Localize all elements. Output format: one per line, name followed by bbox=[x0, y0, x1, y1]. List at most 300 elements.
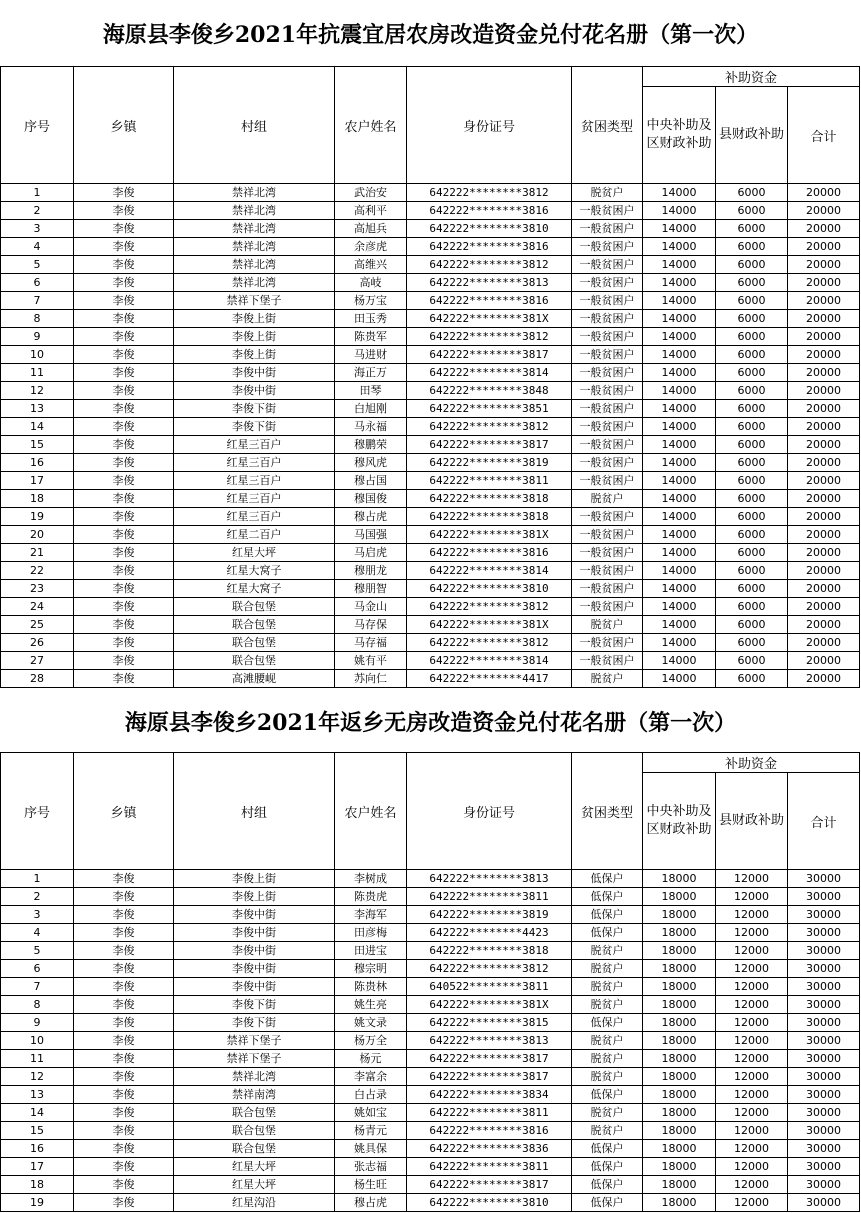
table-row bbox=[1, 580, 860, 598]
cell-county: 6000 bbox=[716, 418, 788, 436]
table-row bbox=[1, 906, 860, 924]
cell-name: 陈贵林 bbox=[335, 978, 407, 996]
cell-id: 642222********3812 bbox=[407, 598, 572, 616]
cell-name: 穆占虎 bbox=[335, 1194, 407, 1212]
cell-town: 李俊 bbox=[74, 472, 174, 490]
cell-id: 642222********3818 bbox=[407, 490, 572, 508]
cell-county: 12000 bbox=[716, 978, 788, 996]
cell-central: 18000 bbox=[643, 906, 716, 924]
table-row bbox=[1, 184, 860, 202]
cell-id: 642222********3812 bbox=[407, 328, 572, 346]
cell-type: 一般贫困户 bbox=[572, 256, 643, 274]
cell-village: 李俊上街 bbox=[174, 346, 335, 364]
cell-central: 18000 bbox=[643, 1122, 716, 1140]
table-row bbox=[1, 1140, 860, 1158]
cell-seq: 3 bbox=[1, 906, 74, 924]
cell-seq: 3 bbox=[1, 220, 74, 238]
cell-village: 联合包堡 bbox=[174, 598, 335, 616]
cell-town: 李俊 bbox=[74, 870, 174, 888]
cell-seq: 11 bbox=[1, 1050, 74, 1068]
cell-town: 李俊 bbox=[74, 184, 174, 202]
cell-name: 陈贵虎 bbox=[335, 888, 407, 906]
cell-type: 脱贫户 bbox=[572, 978, 643, 996]
cell-total: 20000 bbox=[788, 184, 860, 202]
cell-county: 12000 bbox=[716, 1140, 788, 1158]
cell-total: 30000 bbox=[788, 1068, 860, 1086]
cell-type: 低保户 bbox=[572, 870, 643, 888]
cell-type: 一般贫困户 bbox=[572, 310, 643, 328]
table-row bbox=[1, 1104, 860, 1122]
cell-central: 14000 bbox=[643, 634, 716, 652]
cell-name: 陈贵军 bbox=[335, 328, 407, 346]
header-seq: 序号 bbox=[1, 753, 74, 870]
table-row bbox=[1, 1032, 860, 1050]
cell-id: 642222********3834 bbox=[407, 1086, 572, 1104]
cell-seq: 19 bbox=[1, 508, 74, 526]
cell-seq: 15 bbox=[1, 1122, 74, 1140]
cell-total: 20000 bbox=[788, 652, 860, 670]
cell-county: 6000 bbox=[716, 184, 788, 202]
cell-central: 18000 bbox=[643, 870, 716, 888]
table-row bbox=[1, 670, 860, 688]
cell-name: 苏向仁 bbox=[335, 670, 407, 688]
cell-town: 李俊 bbox=[74, 364, 174, 382]
cell-central: 18000 bbox=[643, 978, 716, 996]
cell-name: 穆占国 bbox=[335, 472, 407, 490]
cell-total: 20000 bbox=[788, 526, 860, 544]
header-central: 中央补助及区财政补助 bbox=[643, 87, 716, 184]
cell-type: 一般贫困户 bbox=[572, 544, 643, 562]
cell-village: 联合包堡 bbox=[174, 1140, 335, 1158]
cell-total: 20000 bbox=[788, 364, 860, 382]
cell-name: 杨生旺 bbox=[335, 1176, 407, 1194]
cell-name: 海正万 bbox=[335, 364, 407, 382]
cell-seq: 11 bbox=[1, 364, 74, 382]
cell-village: 李俊中街 bbox=[174, 364, 335, 382]
header-name: 农户姓名 bbox=[335, 67, 407, 184]
cell-type: 一般贫困户 bbox=[572, 292, 643, 310]
cell-id: 642222********3811 bbox=[407, 888, 572, 906]
cell-seq: 13 bbox=[1, 1086, 74, 1104]
header-subsidy: 补助资金 bbox=[643, 67, 860, 87]
table-row bbox=[1, 562, 860, 580]
cell-id: 642222********3814 bbox=[407, 652, 572, 670]
cell-total: 30000 bbox=[788, 888, 860, 906]
cell-total: 30000 bbox=[788, 1086, 860, 1104]
header-total: 合计 bbox=[788, 773, 860, 870]
cell-county: 6000 bbox=[716, 202, 788, 220]
cell-county: 6000 bbox=[716, 472, 788, 490]
cell-county: 6000 bbox=[716, 238, 788, 256]
cell-village: 禁祥北湾 bbox=[174, 274, 335, 292]
cell-name: 高维兴 bbox=[335, 256, 407, 274]
cell-seq: 17 bbox=[1, 472, 74, 490]
cell-county: 12000 bbox=[716, 924, 788, 942]
cell-seq: 15 bbox=[1, 436, 74, 454]
cell-county: 6000 bbox=[716, 382, 788, 400]
cell-town: 李俊 bbox=[74, 1140, 174, 1158]
section-returnee-housing bbox=[0, 686, 861, 1213]
cell-seq: 25 bbox=[1, 616, 74, 634]
cell-county: 6000 bbox=[716, 508, 788, 526]
cell-central: 18000 bbox=[643, 996, 716, 1014]
cell-central: 18000 bbox=[643, 1158, 716, 1176]
cell-total: 30000 bbox=[788, 942, 860, 960]
cell-type: 一般贫困户 bbox=[572, 580, 643, 598]
cell-village: 李俊中街 bbox=[174, 960, 335, 978]
cell-type: 一般贫困户 bbox=[572, 346, 643, 364]
cell-type: 低保户 bbox=[572, 906, 643, 924]
cell-seq: 12 bbox=[1, 382, 74, 400]
table-row bbox=[1, 888, 860, 906]
cell-county: 12000 bbox=[716, 1050, 788, 1068]
cell-town: 李俊 bbox=[74, 924, 174, 942]
cell-seq: 5 bbox=[1, 942, 74, 960]
cell-name: 穆宗明 bbox=[335, 960, 407, 978]
cell-type: 一般贫困户 bbox=[572, 202, 643, 220]
cell-town: 李俊 bbox=[74, 562, 174, 580]
cell-town: 李俊 bbox=[74, 1014, 174, 1032]
cell-total: 20000 bbox=[788, 616, 860, 634]
cell-type: 脱贫户 bbox=[572, 960, 643, 978]
cell-name: 穆国俊 bbox=[335, 490, 407, 508]
cell-seq: 17 bbox=[1, 1158, 74, 1176]
cell-village: 联合包堡 bbox=[174, 616, 335, 634]
cell-village: 红星三百户 bbox=[174, 508, 335, 526]
cell-type: 低保户 bbox=[572, 888, 643, 906]
cell-id: 642222********3819 bbox=[407, 454, 572, 472]
cell-id: 642222********3817 bbox=[407, 1068, 572, 1086]
cell-town: 李俊 bbox=[74, 526, 174, 544]
cell-central: 14000 bbox=[643, 526, 716, 544]
page-title-2: 海原县李俊乡2021年返乡无房改造资金兑付花名册（第一次） bbox=[124, 710, 737, 736]
header-town: 乡镇 bbox=[74, 753, 174, 870]
table-row bbox=[1, 328, 860, 346]
cell-county: 6000 bbox=[716, 598, 788, 616]
table-row bbox=[1, 382, 860, 400]
table-row bbox=[1, 454, 860, 472]
cell-id: 640522********3811 bbox=[407, 978, 572, 996]
cell-type: 一般贫困户 bbox=[572, 418, 643, 436]
header-town: 乡镇 bbox=[74, 67, 174, 184]
cell-village: 禁祥北湾 bbox=[174, 238, 335, 256]
cell-village: 红星大坪 bbox=[174, 1158, 335, 1176]
cell-seq: 9 bbox=[1, 1014, 74, 1032]
cell-county: 6000 bbox=[716, 562, 788, 580]
cell-town: 李俊 bbox=[74, 1122, 174, 1140]
cell-seq: 16 bbox=[1, 1140, 74, 1158]
cell-county: 12000 bbox=[716, 1194, 788, 1212]
cell-village: 红星二百户 bbox=[174, 526, 335, 544]
cell-county: 6000 bbox=[716, 454, 788, 472]
cell-central: 14000 bbox=[643, 508, 716, 526]
cell-central: 18000 bbox=[643, 888, 716, 906]
cell-town: 李俊 bbox=[74, 544, 174, 562]
cell-type: 脱贫户 bbox=[572, 1032, 643, 1050]
cell-name: 武治安 bbox=[335, 184, 407, 202]
cell-id: 642222********3813 bbox=[407, 274, 572, 292]
cell-town: 李俊 bbox=[74, 580, 174, 598]
cell-total: 20000 bbox=[788, 472, 860, 490]
roster-table-2 bbox=[0, 752, 860, 1212]
cell-id: 642222********3816 bbox=[407, 238, 572, 256]
cell-type: 低保户 bbox=[572, 1194, 643, 1212]
cell-name: 白占录 bbox=[335, 1086, 407, 1104]
roster-table-1 bbox=[0, 66, 860, 688]
header-central: 中央补助及区财政补助 bbox=[643, 773, 716, 870]
cell-name: 姚文录 bbox=[335, 1014, 407, 1032]
cell-town: 李俊 bbox=[74, 960, 174, 978]
cell-village: 红星三百户 bbox=[174, 454, 335, 472]
cell-total: 30000 bbox=[788, 1140, 860, 1158]
cell-seq: 21 bbox=[1, 544, 74, 562]
cell-name: 张志福 bbox=[335, 1158, 407, 1176]
cell-town: 李俊 bbox=[74, 1194, 174, 1212]
cell-type: 脱贫户 bbox=[572, 1122, 643, 1140]
cell-county: 12000 bbox=[716, 1122, 788, 1140]
cell-county: 6000 bbox=[716, 490, 788, 508]
cell-town: 李俊 bbox=[74, 942, 174, 960]
cell-central: 14000 bbox=[643, 490, 716, 508]
cell-town: 李俊 bbox=[74, 1086, 174, 1104]
cell-total: 30000 bbox=[788, 960, 860, 978]
cell-type: 脱贫户 bbox=[572, 1104, 643, 1122]
table-row bbox=[1, 1014, 860, 1032]
cell-county: 12000 bbox=[716, 1104, 788, 1122]
cell-central: 14000 bbox=[643, 364, 716, 382]
header-total: 合计 bbox=[788, 87, 860, 184]
cell-type: 一般贫困户 bbox=[572, 634, 643, 652]
cell-type: 一般贫困户 bbox=[572, 436, 643, 454]
cell-central: 14000 bbox=[643, 328, 716, 346]
cell-total: 30000 bbox=[788, 996, 860, 1014]
table-row bbox=[1, 616, 860, 634]
cell-central: 14000 bbox=[643, 472, 716, 490]
cell-village: 红星三百户 bbox=[174, 490, 335, 508]
cell-total: 20000 bbox=[788, 544, 860, 562]
cell-id: 642222********381X bbox=[407, 616, 572, 634]
cell-id: 642222********3813 bbox=[407, 870, 572, 888]
table-row bbox=[1, 400, 860, 418]
cell-county: 6000 bbox=[716, 544, 788, 562]
cell-type: 脱贫户 bbox=[572, 490, 643, 508]
cell-id: 642222********3816 bbox=[407, 544, 572, 562]
cell-id: 642222********3812 bbox=[407, 184, 572, 202]
cell-town: 李俊 bbox=[74, 616, 174, 634]
cell-central: 14000 bbox=[643, 454, 716, 472]
cell-name: 田玉秀 bbox=[335, 310, 407, 328]
cell-type: 脱贫户 bbox=[572, 670, 643, 688]
cell-seq: 18 bbox=[1, 490, 74, 508]
cell-town: 李俊 bbox=[74, 1158, 174, 1176]
cell-village: 李俊上街 bbox=[174, 870, 335, 888]
cell-central: 14000 bbox=[643, 238, 716, 256]
cell-total: 20000 bbox=[788, 436, 860, 454]
cell-county: 6000 bbox=[716, 328, 788, 346]
cell-central: 18000 bbox=[643, 1104, 716, 1122]
cell-county: 6000 bbox=[716, 220, 788, 238]
cell-type: 一般贫困户 bbox=[572, 364, 643, 382]
cell-seq: 8 bbox=[1, 310, 74, 328]
cell-village: 红星三百户 bbox=[174, 472, 335, 490]
cell-central: 14000 bbox=[643, 382, 716, 400]
cell-county: 6000 bbox=[716, 310, 788, 328]
cell-total: 20000 bbox=[788, 454, 860, 472]
cell-type: 一般贫困户 bbox=[572, 598, 643, 616]
cell-seq: 24 bbox=[1, 598, 74, 616]
cell-county: 12000 bbox=[716, 1086, 788, 1104]
cell-type: 脱贫户 bbox=[572, 184, 643, 202]
cell-county: 6000 bbox=[716, 292, 788, 310]
cell-village: 联合包堡 bbox=[174, 1104, 335, 1122]
cell-total: 20000 bbox=[788, 202, 860, 220]
cell-seq: 7 bbox=[1, 978, 74, 996]
cell-town: 李俊 bbox=[74, 888, 174, 906]
cell-village: 红星大窝子 bbox=[174, 562, 335, 580]
cell-type: 一般贫困户 bbox=[572, 400, 643, 418]
cell-seq: 14 bbox=[1, 1104, 74, 1122]
cell-type: 一般贫困户 bbox=[572, 454, 643, 472]
cell-seq: 22 bbox=[1, 562, 74, 580]
cell-name: 穆朋智 bbox=[335, 580, 407, 598]
cell-seq: 2 bbox=[1, 888, 74, 906]
cell-village: 李俊下街 bbox=[174, 418, 335, 436]
cell-county: 6000 bbox=[716, 274, 788, 292]
cell-seq: 4 bbox=[1, 238, 74, 256]
cell-name: 杨万宝 bbox=[335, 292, 407, 310]
table-row bbox=[1, 418, 860, 436]
cell-id: 642222********381X bbox=[407, 526, 572, 544]
table-row bbox=[1, 202, 860, 220]
cell-total: 30000 bbox=[788, 924, 860, 942]
table-row bbox=[1, 544, 860, 562]
cell-county: 6000 bbox=[716, 652, 788, 670]
table-row bbox=[1, 870, 860, 888]
cell-name: 马存保 bbox=[335, 616, 407, 634]
cell-town: 李俊 bbox=[74, 598, 174, 616]
cell-seq: 5 bbox=[1, 256, 74, 274]
cell-town: 李俊 bbox=[74, 256, 174, 274]
cell-seq: 10 bbox=[1, 1032, 74, 1050]
cell-id: 642222********3817 bbox=[407, 1050, 572, 1068]
table-row bbox=[1, 978, 860, 996]
cell-id: 642222********3811 bbox=[407, 1104, 572, 1122]
cell-county: 12000 bbox=[716, 1068, 788, 1086]
cell-county: 6000 bbox=[716, 346, 788, 364]
header-type: 贫困类型 bbox=[572, 753, 643, 870]
cell-county: 6000 bbox=[716, 580, 788, 598]
cell-total: 20000 bbox=[788, 670, 860, 688]
cell-name: 姚具保 bbox=[335, 1140, 407, 1158]
header-name: 农户姓名 bbox=[335, 753, 407, 870]
cell-total: 20000 bbox=[788, 508, 860, 526]
cell-seq: 18 bbox=[1, 1176, 74, 1194]
table-row bbox=[1, 942, 860, 960]
cell-total: 30000 bbox=[788, 1122, 860, 1140]
table-row bbox=[1, 274, 860, 292]
cell-central: 18000 bbox=[643, 1086, 716, 1104]
cell-id: 642222********3848 bbox=[407, 382, 572, 400]
cell-county: 12000 bbox=[716, 1176, 788, 1194]
cell-name: 杨万全 bbox=[335, 1032, 407, 1050]
table-row bbox=[1, 1086, 860, 1104]
cell-central: 14000 bbox=[643, 346, 716, 364]
cell-id: 642222********3816 bbox=[407, 202, 572, 220]
cell-total: 20000 bbox=[788, 256, 860, 274]
cell-central: 14000 bbox=[643, 256, 716, 274]
cell-village: 红星大坪 bbox=[174, 544, 335, 562]
cell-county: 12000 bbox=[716, 942, 788, 960]
cell-county: 12000 bbox=[716, 906, 788, 924]
page-title: 海原县李俊乡2021年抗震宜居农房改造资金兑付花名册（第一次） bbox=[102, 22, 759, 48]
cell-name: 白旭刚 bbox=[335, 400, 407, 418]
cell-id: 642222********3814 bbox=[407, 562, 572, 580]
cell-village: 禁祥北湾 bbox=[174, 220, 335, 238]
cell-type: 低保户 bbox=[572, 1176, 643, 1194]
table-row bbox=[1, 996, 860, 1014]
cell-town: 李俊 bbox=[74, 906, 174, 924]
cell-county: 6000 bbox=[716, 256, 788, 274]
cell-central: 18000 bbox=[643, 942, 716, 960]
cell-seq: 6 bbox=[1, 960, 74, 978]
cell-total: 30000 bbox=[788, 1176, 860, 1194]
cell-village: 禁祥下堡子 bbox=[174, 1050, 335, 1068]
cell-id: 642222********3851 bbox=[407, 400, 572, 418]
cell-seq: 28 bbox=[1, 670, 74, 688]
cell-total: 30000 bbox=[788, 1050, 860, 1068]
cell-seq: 1 bbox=[1, 184, 74, 202]
cell-village: 李俊中街 bbox=[174, 906, 335, 924]
cell-village: 禁祥下堡子 bbox=[174, 292, 335, 310]
cell-type: 低保户 bbox=[572, 1014, 643, 1032]
cell-central: 14000 bbox=[643, 292, 716, 310]
header-village: 村组 bbox=[174, 67, 335, 184]
cell-total: 20000 bbox=[788, 562, 860, 580]
cell-seq: 6 bbox=[1, 274, 74, 292]
cell-type: 脱贫户 bbox=[572, 616, 643, 634]
cell-id: 642222********3813 bbox=[407, 1032, 572, 1050]
cell-village: 禁祥南湾 bbox=[174, 1086, 335, 1104]
cell-name: 姚生亮 bbox=[335, 996, 407, 1014]
cell-town: 李俊 bbox=[74, 328, 174, 346]
cell-type: 低保户 bbox=[572, 1086, 643, 1104]
cell-central: 18000 bbox=[643, 1014, 716, 1032]
cell-central: 18000 bbox=[643, 1068, 716, 1086]
cell-county: 6000 bbox=[716, 436, 788, 454]
cell-seq: 2 bbox=[1, 202, 74, 220]
cell-total: 20000 bbox=[788, 292, 860, 310]
table-row bbox=[1, 526, 860, 544]
table-row bbox=[1, 1050, 860, 1068]
cell-central: 14000 bbox=[643, 616, 716, 634]
cell-seq: 19 bbox=[1, 1194, 74, 1212]
cell-id: 642222********4423 bbox=[407, 924, 572, 942]
cell-name: 杨青元 bbox=[335, 1122, 407, 1140]
cell-type: 脱贫户 bbox=[572, 996, 643, 1014]
cell-county: 12000 bbox=[716, 1032, 788, 1050]
cell-type: 一般贫困户 bbox=[572, 220, 643, 238]
cell-id: 642222********381X bbox=[407, 310, 572, 328]
cell-central: 14000 bbox=[643, 598, 716, 616]
cell-name: 李海军 bbox=[335, 906, 407, 924]
cell-total: 20000 bbox=[788, 400, 860, 418]
cell-town: 李俊 bbox=[74, 1104, 174, 1122]
cell-town: 李俊 bbox=[74, 418, 174, 436]
cell-name: 田琴 bbox=[335, 382, 407, 400]
cell-central: 14000 bbox=[643, 184, 716, 202]
cell-type: 脱贫户 bbox=[572, 1068, 643, 1086]
cell-id: 642222********3817 bbox=[407, 436, 572, 454]
